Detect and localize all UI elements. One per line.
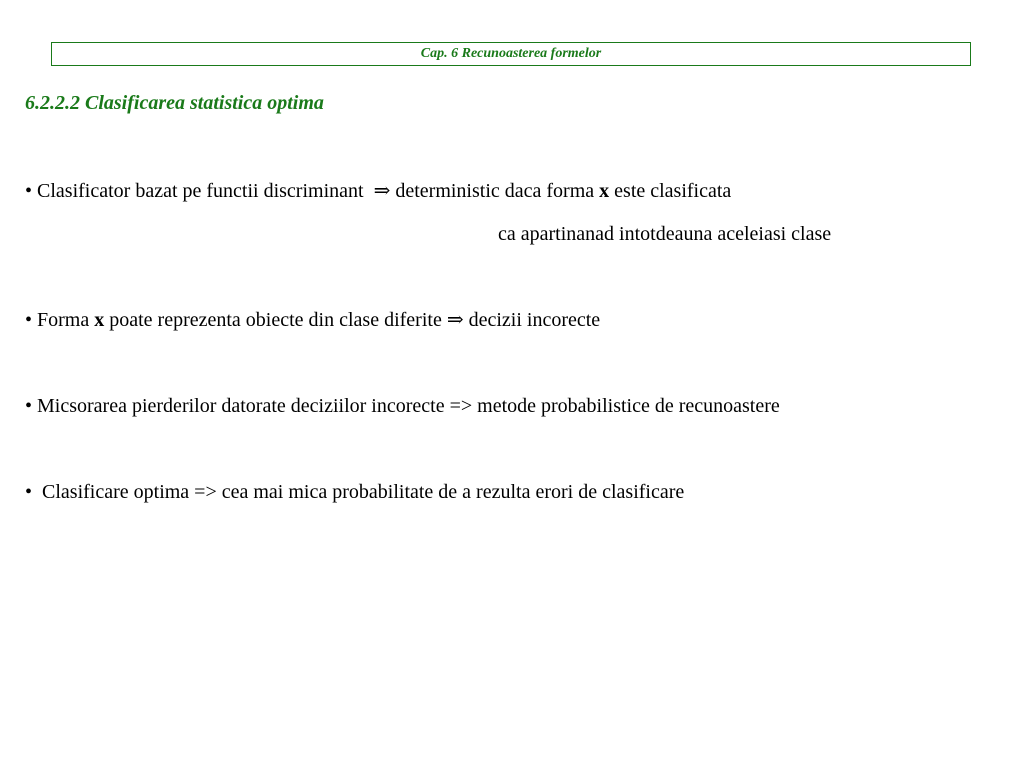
- bullet-item-3: [25, 394, 780, 418]
- bullet-marker: •: [25, 481, 33, 503]
- bullet-text: poate reprezenta obiecte din clase diferite: [109, 309, 442, 331]
- bullet-item-4: [25, 480, 684, 504]
- bullet-text: Clasificator bazat pe functii discriminant: [37, 180, 364, 202]
- bullet-marker: •: [25, 395, 33, 417]
- implies-arrow-icon: ⇒: [446, 309, 464, 331]
- section-title: 6.2.2.2 Clasificarea statistica optima: [25, 92, 324, 114]
- bullet-item-2: [25, 308, 600, 332]
- bullet-marker: •: [25, 309, 33, 331]
- bullet-text: deterministic daca forma: [395, 180, 595, 202]
- variable-x: x: [599, 180, 610, 202]
- implies-arrow-icon: ⇒: [373, 180, 391, 202]
- bullet-item-1: [25, 179, 731, 203]
- bullet-text: ca apartinanad intotdeauna aceleiasi clase: [498, 223, 832, 245]
- chapter-header: [51, 42, 971, 66]
- bullet-text: Forma: [37, 309, 90, 331]
- chapter-title: Cap. 6 Recunoasterea formelor: [420, 46, 602, 61]
- bullet-text: decizii incorecte: [468, 309, 601, 331]
- bullet-text: Clasificare optima => cea mai mica probabilitate de a rezulta erori de clasificare: [42, 481, 685, 503]
- bullet-text: Micsorarea pierderilor datorate deciziilor incorecte => metode probabilistice de recunoastere: [37, 395, 780, 417]
- bullet-item-1-continuation: [498, 222, 831, 246]
- bullet-marker: •: [25, 180, 33, 202]
- variable-x: x: [94, 309, 105, 331]
- bullet-text: este clasificata: [614, 180, 732, 202]
